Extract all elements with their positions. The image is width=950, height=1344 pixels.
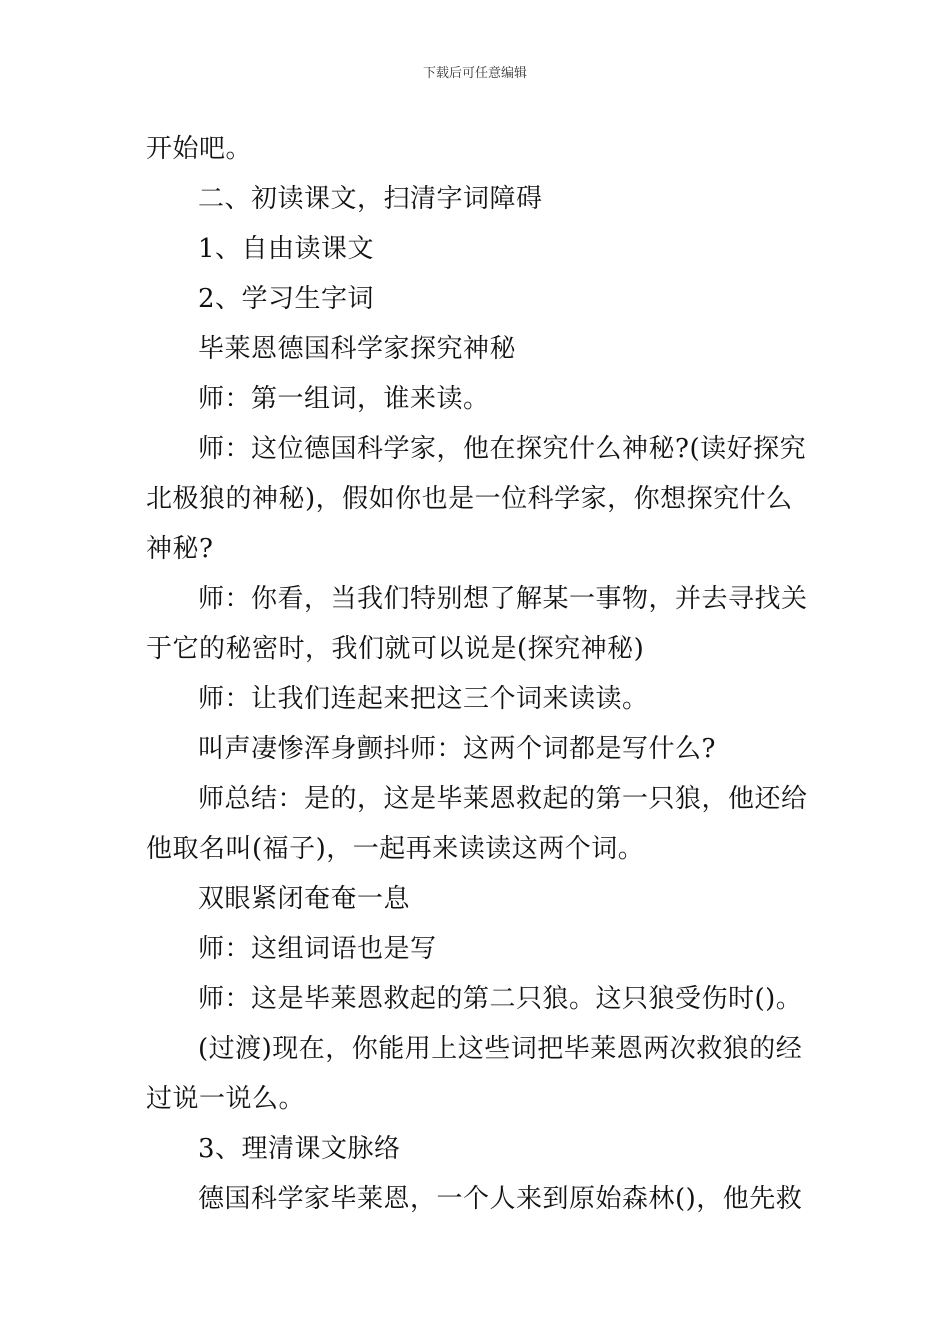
paragraph: 德国科学家毕莱恩，一个人来到原始森林()，他先救 bbox=[198, 1184, 803, 1214]
paragraph: 师：你看，当我们特别想了解某一事物，并去寻找关于它的秘密时，我们就可以说是(探究神秘) bbox=[146, 584, 808, 664]
section-heading: 二、初读课文，扫清字词障碍 bbox=[198, 184, 543, 214]
vocabulary-line: 叫声凄惨浑身颤抖师：这两个词都是写什么? bbox=[198, 734, 716, 764]
document-body bbox=[146, 124, 810, 1224]
paragraph: (过渡)现在，你能用上这些词把毕莱恩两次救狼的经过说一说么。 bbox=[146, 1034, 803, 1114]
paragraph: 师总结：是的，这是毕莱恩救起的第一只狼，他还给他取名叫(福子)，一起再来读读这两个词。 bbox=[146, 784, 808, 864]
step-item: 1、自由读课文 bbox=[198, 234, 375, 264]
paragraph: 师：这组词语也是写 bbox=[198, 934, 437, 964]
page-header: 下载后可任意编辑 bbox=[422, 66, 527, 81]
vocabulary-line: 双眼紧闭奄奄一息 bbox=[198, 884, 411, 914]
paragraph: 师：让我们连起来把这三个词来读读。 bbox=[198, 684, 649, 714]
step-item: 2、学习生字词 bbox=[198, 284, 375, 314]
vocabulary-line: 毕莱恩德国科学家探究神秘 bbox=[198, 334, 517, 364]
paragraph: 师：这位德国科学家，他在探究什么神秘?(读好探究北极狼的神秘)，假如你也是一位科学家，你想探究什么神秘? bbox=[146, 434, 807, 564]
paragraph: 师：这是毕莱恩救起的第二只狼。这只狼受伤时()。 bbox=[198, 984, 803, 1014]
paragraph: 师：第一组词，谁来读。 bbox=[198, 384, 490, 414]
step-item: 3、理清课文脉络 bbox=[198, 1134, 401, 1164]
paragraph: 开始吧。 bbox=[146, 134, 253, 164]
